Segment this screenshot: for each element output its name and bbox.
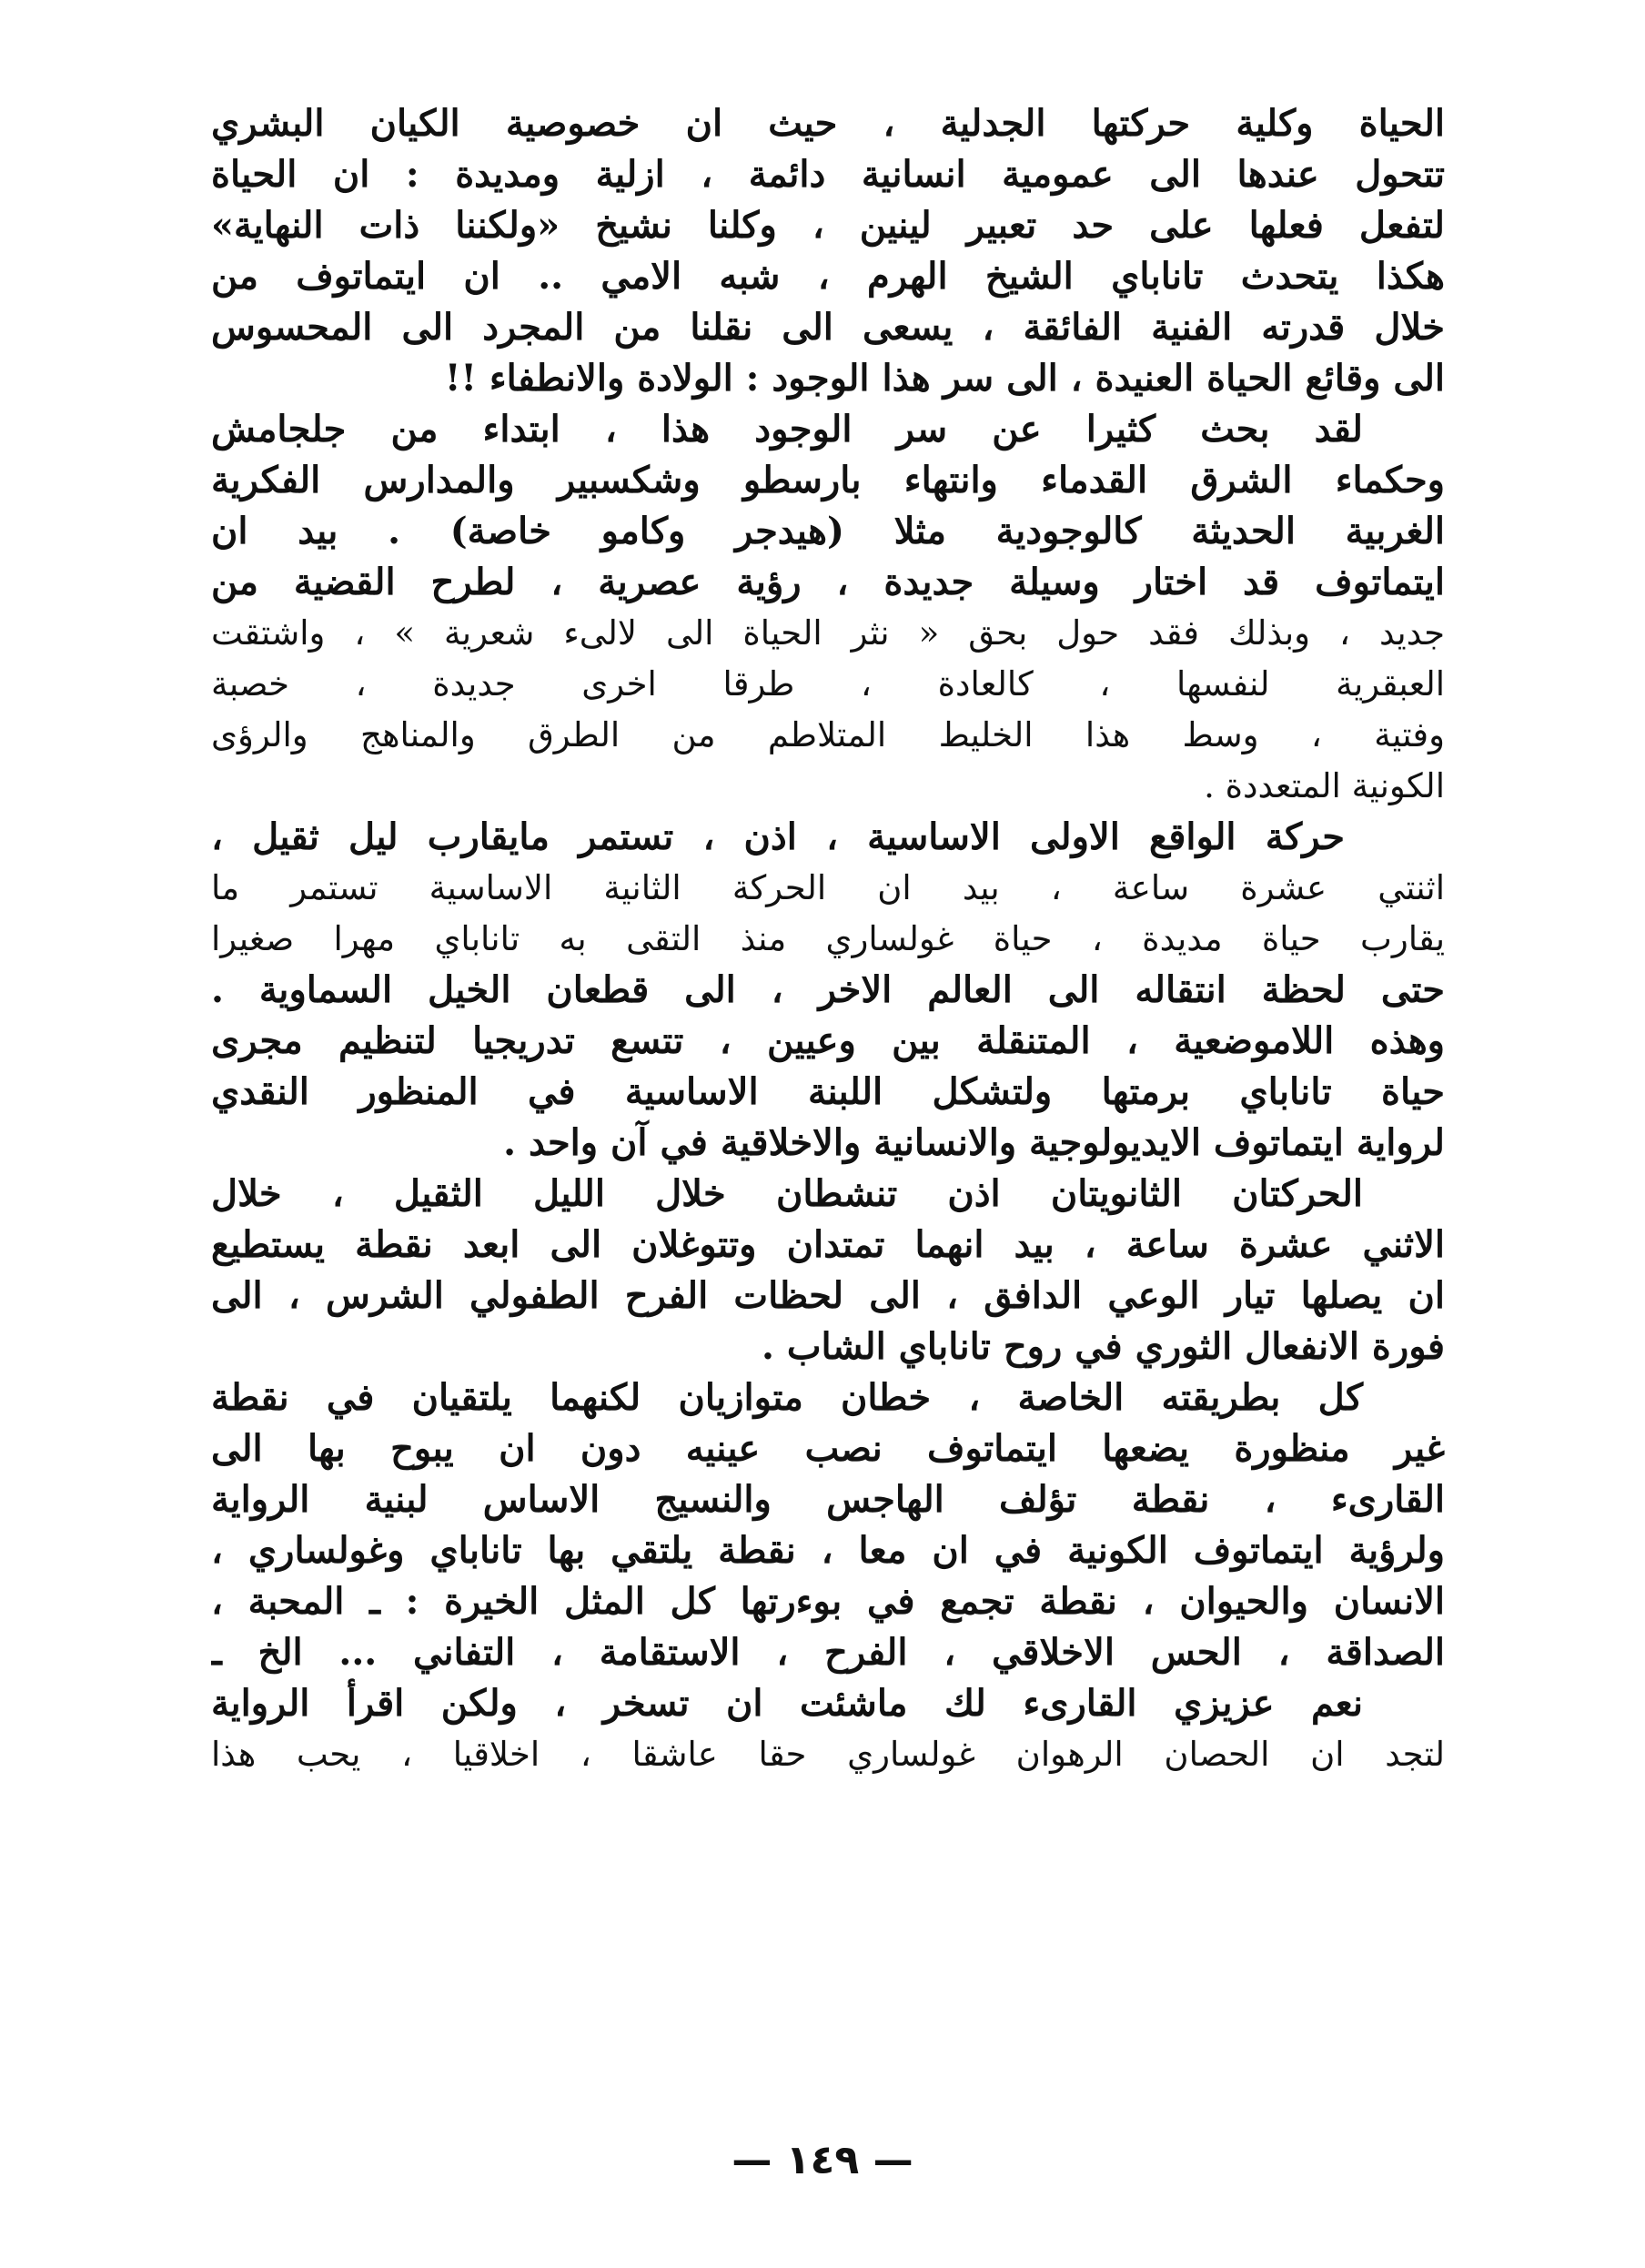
text-line: حتى لحظة انتقاله الى العالم الاخر ، الى قطعان الخيل السماوية . <box>211 968 1445 1011</box>
text-line: اثنتي عشرة ساعة ، بيد ان الحركة الثانية الاساسية تستمر ما <box>211 868 1445 907</box>
text-line: هكذا يتحدث تاناباي الشيخ الهرم ، شبه الامي .. ان ايتماتوف من <box>211 255 1445 298</box>
text-line: فورة الانفعال الثوري في روح تاناباي الشاب . <box>762 1325 1445 1368</box>
text-line: القارىء ، نقطة تؤلف الهاجس والنسيج الاساس لبنية الرواية <box>211 1478 1445 1521</box>
text-line: ان يصلها تيار الوعي الدافق ، الى لحظات الفرح الطفولي الشرس ، الى <box>211 1274 1445 1317</box>
text-line: الحركتان الثانويتان اذن تنشطان خلال الليل الثقيل ، خلال <box>211 1172 1363 1215</box>
text-line: لتجد ان الحصان الرهوان غولساري حقا عاشقا ، اخلاقيا ، يحب هذا <box>211 1735 1445 1774</box>
text-line: الى وقائع الحياة العنيدة ، الى سر هذا الوجود : الولادة والانطفاء !! <box>444 357 1445 400</box>
text-line: الانسان والحيوان ، نقطة تجمع في بوءرتها كل المثل الخيرة : ـ المحبة ، <box>211 1580 1445 1623</box>
text-line: جديد ، وبذلك فقد حول بحق « نثر الحياة الى لالىء شعرية » ، واشتقت <box>211 613 1445 653</box>
text-line: وفتية ، وسط هذا الخليط المتلاطم من الطرق والمناهج والرؤى <box>211 715 1445 754</box>
text-line: الصداقة ، الحس الاخلاقي ، الفرح ، الاستقامة ، التفاني ... الخ ـ <box>211 1631 1445 1674</box>
text-line: العبقرية لنفسها ، كالعادة ، طرقا اخرى جديدة ، خصبة <box>211 664 1445 704</box>
text-line: يقارب حياة مديدة ، حياة غولساري منذ التقى به تاناباي مهرا صغيرا <box>211 919 1445 958</box>
text-line: تتحول عندها الى عمومية انسانية دائمة ، ازلية ومديدة : ان الحياة <box>211 153 1445 196</box>
page-number: — ١٤٩ — <box>732 2137 913 2183</box>
text-line: وحكماء الشرق القدماء وانتهاء بارسطو وشكسبير والمدارس الفكرية <box>211 459 1445 501</box>
text-line: خلال قدرته الفنية الفائقة ، يسعى الى نقلنا من المجرد الى المحسوس <box>211 306 1445 349</box>
text-line: الاثني عشرة ساعة ، بيد انهما تمتدان وتتوغلان الى ابعد نقطة يستطيع <box>211 1223 1445 1266</box>
text-line: ولرؤية ايتماتوف الكونية في ان معا ، نقطة يلتقي بها تاناباي وغولساري ، <box>211 1529 1445 1572</box>
text-line: حركة الواقع الاولى الاساسية ، اذن ، تستمر مايقارب ليل ثقيل ، <box>211 815 1345 858</box>
text-line: حياة تاناباي برمتها ولتشكل اللبنة الاساسية في المنظور النقدي <box>211 1070 1445 1113</box>
book-page <box>211 98 1445 2128</box>
text-line: وهذه اللاموضعية ، المتنقلة بين وعيين ، تتسع تدريجيا لتنظيم مجرى <box>211 1019 1445 1062</box>
text-line: لقد بحث كثيرا عن سر الوجود هذا ، ابتداء من جلجامش <box>211 408 1363 451</box>
text-line: الغربية الحديثة كالوجودية مثلا (هيدجر وكامو خاصة) . بيد ان <box>211 510 1445 552</box>
text-line: لتفعل فعلها على حد تعبير لينين ، وكلنا نشيخ «ولكننا ذات النهاية» <box>211 204 1445 247</box>
text-line: غير منظورة يضعها ايتماتوف نصب عينيه دون ان يبوح بها الى <box>211 1427 1445 1470</box>
text-line: نعم عزيزي القارىء لك ماشئت ان تسخر ، ولكن اقرأ الرواية <box>211 1682 1363 1725</box>
text-line: ايتماتوف قد اختار وسيلة جديدة ، رؤية عصرية ، لطرح القضية من <box>211 561 1445 603</box>
text-line: الحياة وكلية حركتها الجدلية ، حيث ان خصوصية الكيان البشري <box>211 102 1445 145</box>
text-line: الكونية المتعددة . <box>1204 766 1445 805</box>
text-line: كل بطريقته الخاصة ، خطان متوازيان لكنهما يلتقيان في نقطة <box>211 1376 1363 1419</box>
text-line: لرواية ايتماتوف الايديولوجية والانسانية والاخلاقية في آن واحد . <box>503 1121 1445 1164</box>
